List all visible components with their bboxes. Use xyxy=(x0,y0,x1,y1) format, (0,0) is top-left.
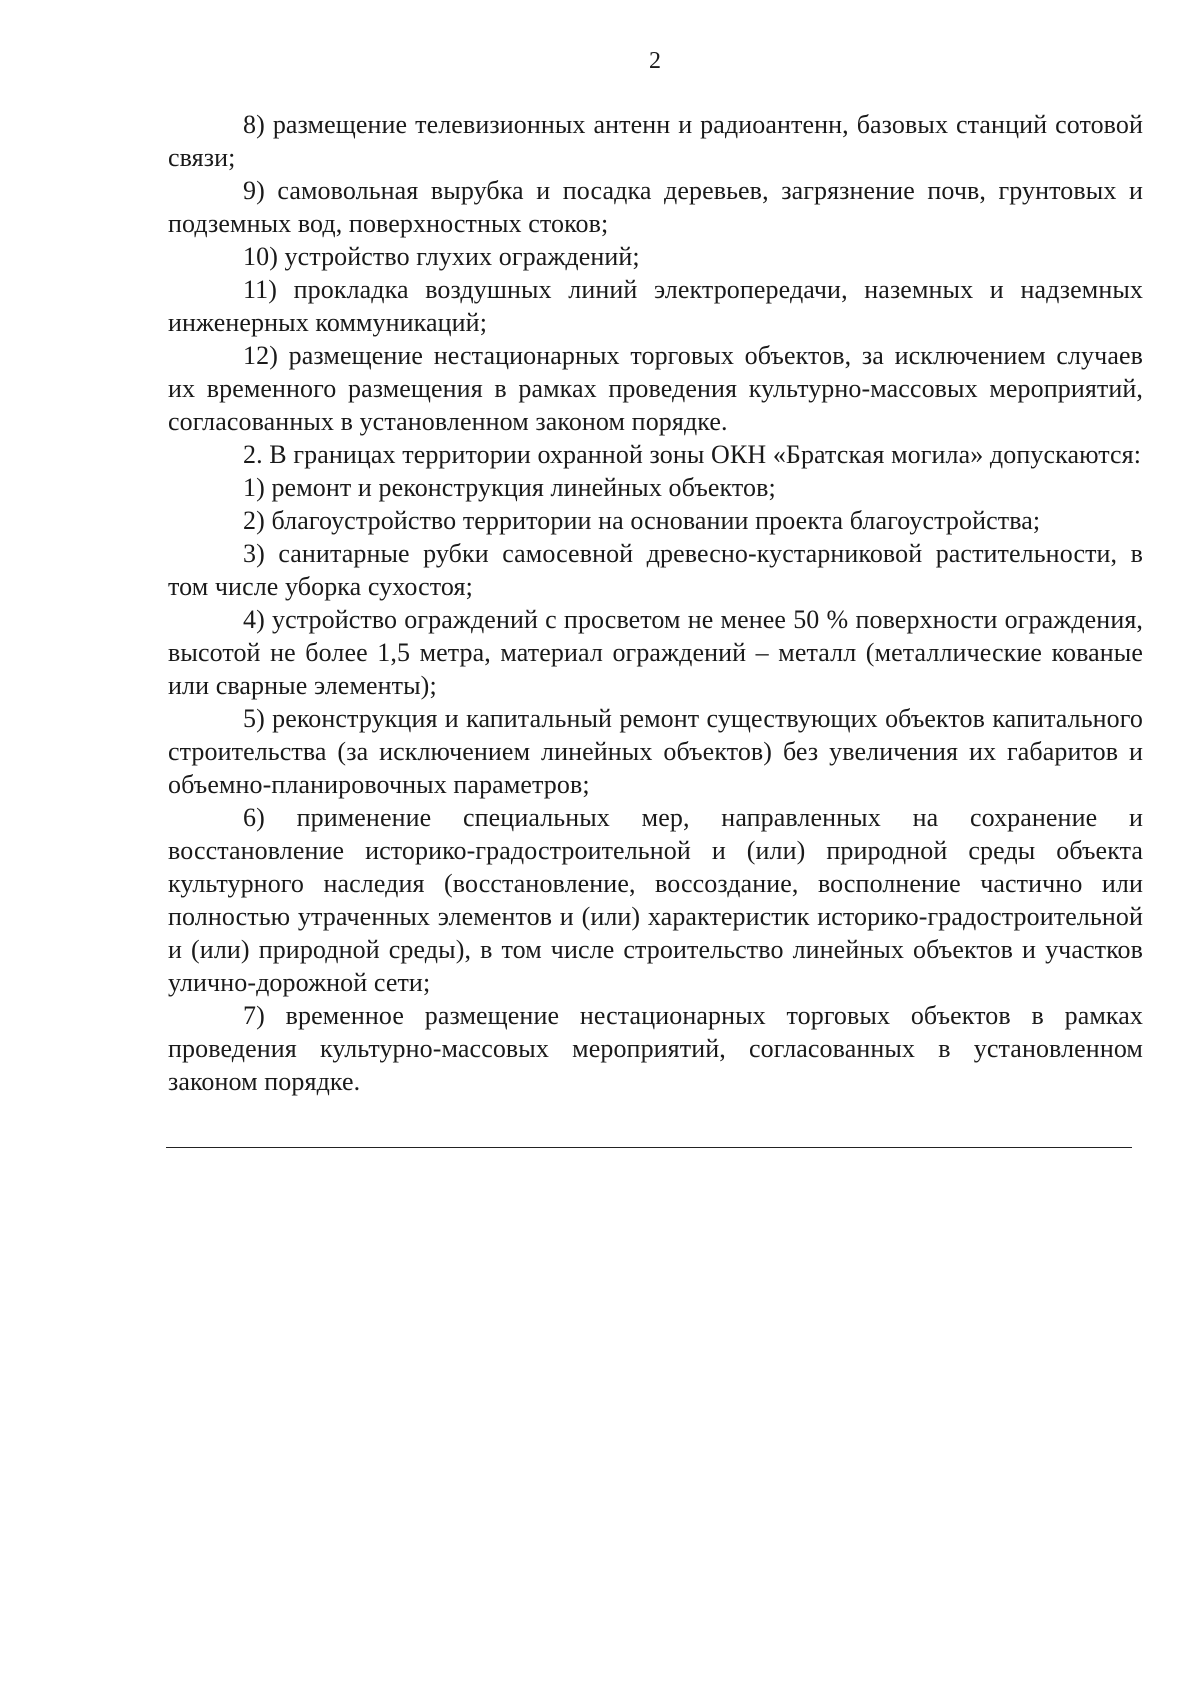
section-2-heading: 2. В границах территории охранной зоны ОКН «Братская могила» допускаются: xyxy=(243,440,1142,469)
end-divider-line xyxy=(166,1147,1132,1148)
allowed-item-3: 3) санитарные рубки самосевной древесно-кустарниковой растительности, в том числе уборка сухостоя; xyxy=(168,539,1143,601)
allowed-item-1: 1) ремонт и реконструкция линейных объектов; xyxy=(243,473,776,502)
allowed-item-7: 7) временное размещение нестационарных торговых объектов в рамках проведения культурно-массовых мероприятий, согласованных в установленном законом порядке. xyxy=(168,1001,1143,1096)
paragraph-item-10: 10) устройство глухих ограждений; xyxy=(243,242,640,271)
paragraph-item-8: 8) размещение телевизионных антенн и радиоантенн, базовых станций сотовой связи; xyxy=(168,110,1143,172)
allowed-item-2: 2) благоустройство территории на основании проекта благоустройства; xyxy=(243,506,1041,535)
paragraph-item-12: 12) размещение нестационарных торговых объектов, за исключением случаев их временного размещения в рамках проведения культурно-массовых мероприятий, согласованных в установленном законом порядке. xyxy=(168,341,1143,436)
allowed-item-5: 5) реконструкция и капитальный ремонт существующих объектов капитального строительства (за исключением линейных объектов) без увеличения их габаритов и объемно-планировочных параметров; xyxy=(168,704,1143,799)
page-number: 2 xyxy=(649,48,661,74)
allowed-item-6: 6) применение специальных мер, направленных на сохранение и восстановление историко-градостроительной и (или) природной среды объекта культурного наследия (восстановление, воссоздание, восполнение частично или полностью утраченных элементов и (или) характеристик историко-градостроительной и (или) природной среды), в том числе строительство линейных объектов и участков улично-дорожной сети; xyxy=(168,803,1143,997)
paragraph-item-11: 11) прокладка воздушных линий электропередачи, наземных и надземных инженерных коммуникаций; xyxy=(168,275,1143,337)
paragraph-item-9: 9) самовольная вырубка и посадка деревьев, загрязнение почв, грунтовых и подземных вод, поверхностных стоков; xyxy=(168,176,1143,238)
document-body xyxy=(168,108,1143,1098)
allowed-item-4: 4) устройство ограждений с просветом не менее 50 % поверхности ограждения, высотой не более 1,5 метра, материал ограждений – металл (металлические кованые или сварные элементы); xyxy=(168,605,1143,700)
